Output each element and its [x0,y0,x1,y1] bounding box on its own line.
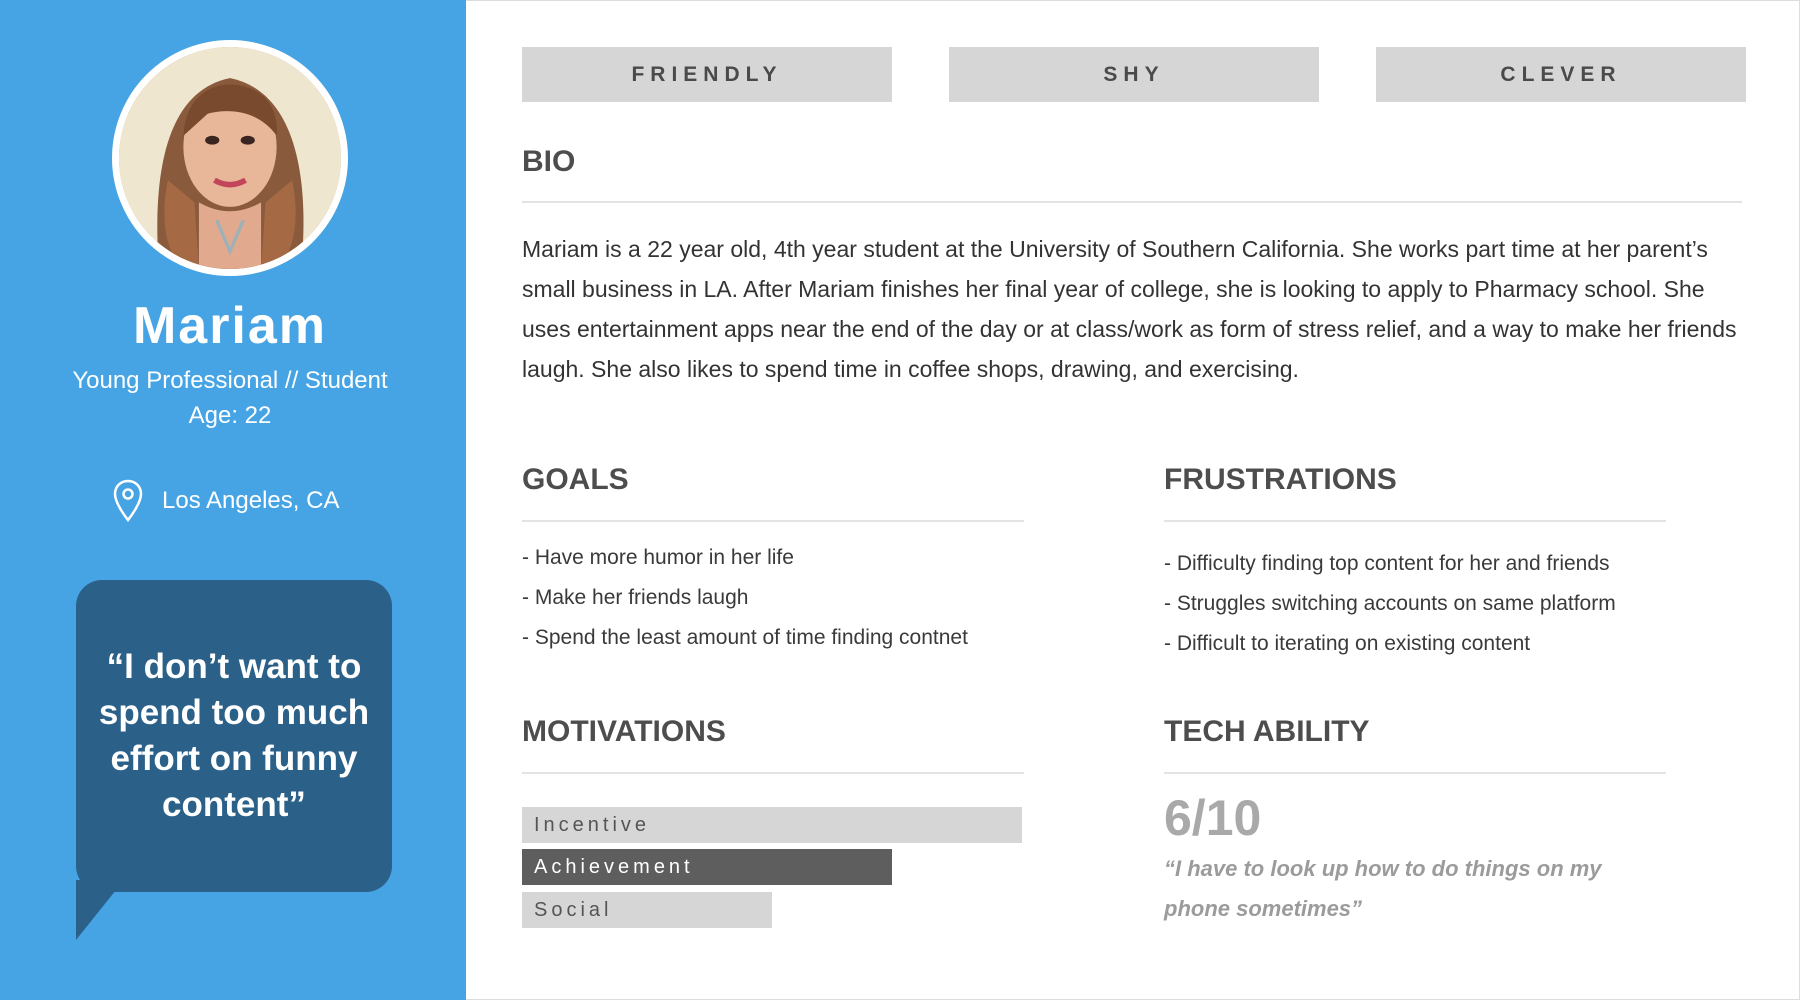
motivation-bar-social [522,892,772,928]
motivations-divider [522,772,1024,774]
tech-ability-divider [1164,772,1666,774]
quote-bubble-tail [76,880,124,940]
list-item: - Make her friends laugh [522,586,749,609]
motivation-bar-incentive [522,807,1022,843]
location-label: Los Angeles, CA [162,487,340,514]
persona-location [112,478,339,524]
motivation-label: Incentive [534,813,651,836]
goals-list [522,538,968,658]
list-item: - Difficulty finding top content for her and friends [1164,552,1610,575]
motivation-label: Social [534,898,613,921]
frustrations-divider [1164,520,1666,522]
list-item: - Spend the least amount of time finding contnet [522,626,968,649]
frustrations-list [1164,544,1616,664]
tech-ability-score: 6/10 [1164,790,1262,846]
goals-divider [522,520,1024,522]
tech-ability-quote: “I have to look up how to do things on my phone sometimes” [1164,856,1602,921]
trait-tag-clever: CLEVER [1376,47,1746,102]
profile-photo [119,47,341,269]
list-item: - Have more humor in her life [522,546,794,569]
bio-text: Mariam is a 22 year old, 4th year student at the University of Southern California. She works part time at her parent’s small business in LA. After Mariam finishes her final year of college, she is looking to apply to Pharmacy school. She uses entertainment apps near the end of the day or at class/work as form of stress relief, and a way to make her friends laugh. She also likes to spend time in coffee shops, drawing, and exercising. [522,236,1737,382]
persona-role: Young Professional // Student [72,367,388,394]
bio-heading: BIO [522,145,576,178]
list-item: - Struggles switching accounts on same platform [1164,592,1616,615]
tech-ability-heading: TECH ABILITY [1164,715,1370,748]
location-pin-icon [112,479,144,523]
bio-divider [522,201,1742,203]
motivation-bar-achievement [522,849,892,885]
persona-name: Mariam [132,297,328,355]
persona-quote-bubble [76,580,392,892]
trait-tag-friendly: FRIENDLY [522,47,892,102]
persona-quote: “I don’t want to spend too much effort on funny content” [98,647,370,824]
goals-heading: GOALS [522,463,629,496]
motivations-heading: MOTIVATIONS [522,715,726,748]
avatar [112,40,348,276]
persona-details [466,0,1800,1000]
persona-age: Age: 22 [188,402,272,429]
list-item: - Difficult to iterating on existing content [1164,632,1531,655]
trait-tag-shy: SHY [949,47,1319,102]
profile-sidebar [0,0,466,1000]
motivation-label: Achievement [534,855,694,878]
frustrations-heading: FRUSTRATIONS [1164,463,1397,496]
